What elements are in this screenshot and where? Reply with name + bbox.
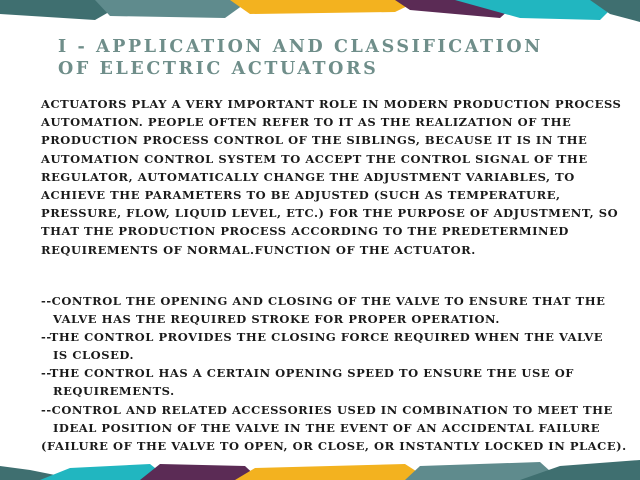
function-item-lead: --CONTROL AND RELATED ACCESSORIES USED IN COMBINATION TO MEET THE bbox=[41, 402, 613, 417]
intro-paragraph: ACTUATORS PLAY A VERY IMPORTANT ROLE IN MODERN PRODUCTION PROCESS AUTOMATION. PEOPLE OFTEN REFER TO IT AS THE REALIZATION OF THE PRODUCTION PROCESS CONTROL OF THE SIBLINGS, BECAUSE IT IS IN THE AUTOMATION CONTROL SYSTEM TO ACCEPT THE CONTROL SIGNAL OF THE REGULATOR, AUTOMATICALLY CHANGE THE ADJUSTMENT VARIABLES, TO ACHIEVE THE PARAMETERS TO BE ADJUSTED (SUCH AS TEMPERATURE, PRESSURE, FLOW, LIQUID LEVEL, ETC.) FOR THE PURPOSE OF ADJUSTMENT, SO THAT THE PRODUCTION PROCESS ACCORDING TO THE PREDETERMINED REQUIREMENTS OF NORMAL.FUNCTION OF THE ACTUATOR. bbox=[41, 97, 622, 257]
function-item-lead: --THE CONTROL HAS A CERTAIN OPENING SPEED TO ENSURE THE USE OF bbox=[41, 366, 574, 381]
function-item bbox=[41, 292, 631, 328]
function-item-continuation: VALVE HAS THE REQUIRED STROKE FOR PROPER OPERATION. bbox=[53, 312, 500, 327]
function-item-continuation: REQUIREMENTS. bbox=[53, 384, 175, 399]
function-item-continuation: IS CLOSED. bbox=[53, 348, 135, 363]
band-shape bbox=[235, 464, 430, 480]
bottom-decorative-band bbox=[0, 458, 640, 480]
function-item bbox=[41, 401, 631, 455]
top-decorative-band bbox=[0, 0, 640, 22]
slide-title-line: OF ELECTRIC ACTUATORS bbox=[58, 59, 379, 79]
function-item-tail: (FAILURE OF THE VALVE TO OPEN, OR CLOSE, OR INSTANTLY LOCKED IN PLACE). bbox=[41, 438, 627, 453]
function-item bbox=[41, 328, 631, 364]
function-item-lead: --CONTROL THE OPENING AND CLOSING OF THE VALVE TO ENSURE THAT THE bbox=[41, 294, 606, 308]
function-item-lead: --THE CONTROL PROVIDES THE CLOSING FORCE REQUIRED WHEN THE VALVE bbox=[41, 330, 604, 345]
function-item bbox=[41, 364, 631, 400]
slide-title-line: I - APPLICATION AND CLASSIFICATION bbox=[58, 37, 543, 57]
slide-title bbox=[58, 36, 543, 80]
band-shape bbox=[95, 0, 250, 18]
band-shape bbox=[230, 0, 420, 14]
actuator-function-list bbox=[41, 292, 631, 455]
function-item-continuation: IDEAL POSITION OF THE VALVE IN THE EVENT OF AN ACCIDENTAL FAILURE bbox=[53, 420, 601, 435]
